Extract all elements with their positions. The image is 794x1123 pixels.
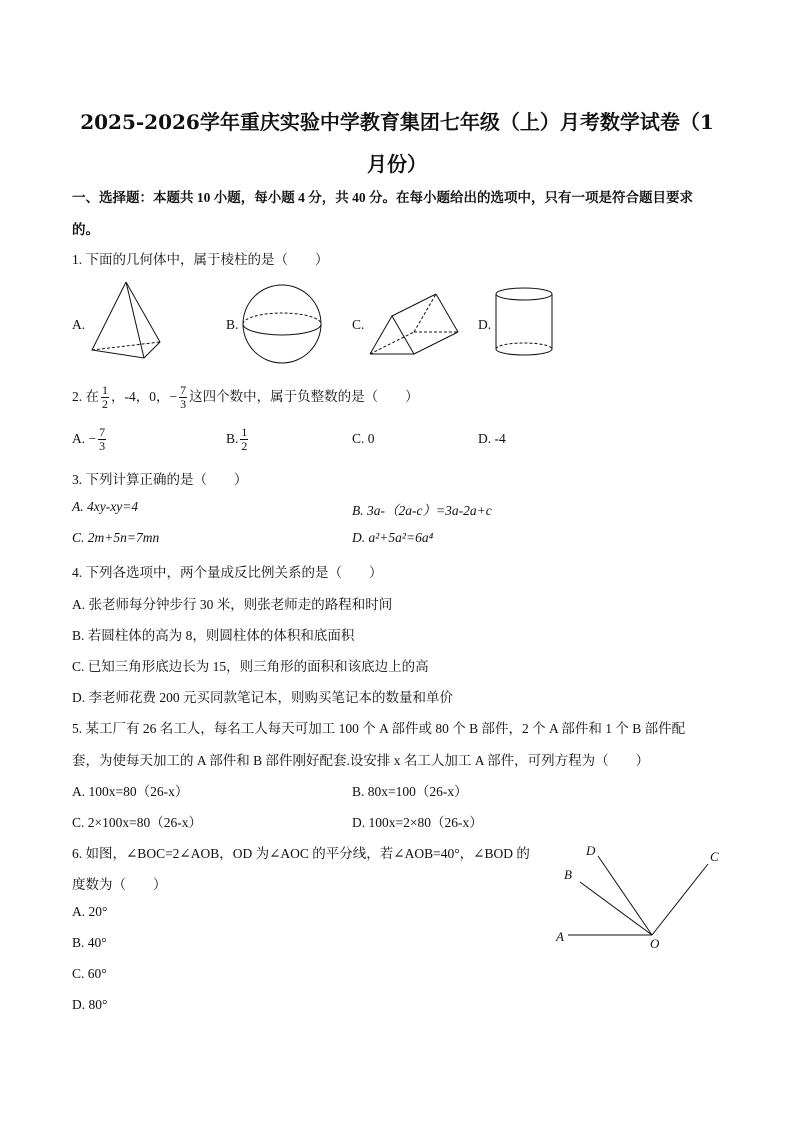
ray-oc (652, 864, 708, 935)
ray-od (598, 856, 652, 935)
q2-option-b-fraction (240, 426, 248, 453)
q6-option-d: D. 80° (72, 997, 108, 1012)
q2-option-c: C. 0 (352, 431, 375, 446)
q2-option-a (72, 424, 108, 454)
q2-mid: ，-4，0，− (111, 389, 178, 404)
q2-fraction-1-num: 1 (102, 383, 108, 398)
q2-option-a-num: 7 (99, 425, 106, 440)
q2-option-b-den: 2 (241, 439, 248, 454)
q5-option-d: D. 100x=2×80（26-x） (352, 815, 483, 830)
q2-fraction-2 (179, 384, 187, 411)
q2-option-a-label: A. − (72, 431, 97, 446)
q2-option-b-num: 1 (241, 425, 248, 440)
q3-option-c: C. 2m+5n=7mn (72, 530, 160, 545)
q1-option-c-label: C. (352, 317, 365, 332)
point-label-a: A (556, 929, 564, 944)
q2-option-d: D. -4 (478, 431, 506, 446)
q6-option-a: A. 20° (72, 904, 108, 919)
q4-stem: 4. 下列各选项中，两个量成反比例关系的是（ ） (72, 565, 383, 580)
triangular-prism-figure (366, 290, 466, 360)
q5-option-c: C. 2×100x=80（26-x） (72, 815, 202, 830)
cylinder-figure (492, 285, 556, 359)
q1-option-d-label: D. (478, 317, 492, 332)
exam-title-line2: 月份） (367, 152, 427, 176)
q5-stem-line1: 5. 某工厂有 26 名工人，每名工人每天可加工 100 个 A 部件或 80 个 B 部件，2 个 A 部件和 1 个 B 部件配 (72, 721, 686, 736)
q2-fraction-2-num: 7 (180, 383, 187, 398)
q1-option-b-label: B. (226, 317, 239, 332)
q2-option-a-fraction (98, 426, 106, 453)
q2-fraction-1-den: 2 (102, 397, 108, 412)
point-label-o: O (650, 936, 660, 951)
q2-fraction-2-den: 3 (180, 397, 187, 412)
q2-suffix: 这四个数中，属于负整数的是（ ） (189, 389, 419, 404)
q4-option-b: B. 若圆柱体的高为 8，则圆柱体的体积和底面积 (72, 628, 355, 643)
ray-ob (580, 882, 652, 935)
q6-stem-line1: 6. 如图，∠BOC=2∠AOB，OD 为∠AOC 的平分线，若∠AOB=40°，∠BOD 的 (72, 846, 530, 861)
q2-option-b-label: B. (226, 431, 239, 446)
q3-option-b: B. 3a-（2a-c）=3a-2a+c (352, 503, 492, 518)
point-label-d: D (586, 843, 596, 858)
angle-diagram (550, 840, 740, 955)
q2-prefix: 2. 在 (72, 389, 99, 404)
q1-stem: 1. 下面的几何体中，属于棱柱的是（ ） (72, 252, 329, 267)
q2-option-b (226, 424, 250, 454)
q1-option-a-label: A. (72, 317, 86, 332)
exam-title-line1: 2025-2026学年重庆实验中学教育集团七年级（上）月考数学试卷（1 (80, 110, 714, 134)
q2-option-a-den: 3 (99, 439, 106, 454)
q6-stem-line2: 度数为（ ） (72, 877, 167, 892)
q2-stem (72, 382, 419, 412)
q4-option-d: D. 李老师花费 200 元买同款笔记本，则购买笔记本的数量和单价 (72, 690, 453, 705)
q6-option-c: C. 60° (72, 966, 107, 981)
q6-option-b: B. 40° (72, 935, 107, 950)
q3-option-a: A. 4xy-xy=4 (72, 499, 139, 514)
sphere-figure (240, 282, 324, 366)
q3-option-d: D. a²+5a²=6a⁴ (352, 530, 434, 545)
pyramid-figure (86, 280, 166, 360)
point-label-c: C (710, 849, 719, 864)
q3-stem: 3. 下列计算正确的是（ ） (72, 472, 248, 487)
q4-option-a: A. 张老师每分钟步行 30 米，则张老师走的路程和时间 (72, 597, 393, 612)
q5-option-b: B. 80x=100（26-x） (352, 784, 468, 799)
q4-option-c: C. 已知三角形底边长为 15，则三角形的面积和该底边上的高 (72, 659, 429, 674)
q2-fraction-1 (101, 384, 109, 411)
q5-option-a: A. 100x=80（26-x） (72, 784, 189, 799)
q5-stem-line2: 套，为使每天加工的 A 部件和 B 部件刚好配套.设安排 x 名工人加工 A 部件，可列方程为（ ） (72, 753, 650, 768)
point-label-b: B (564, 867, 572, 882)
section-header-line2: 的。 (72, 222, 99, 237)
section-header-line1: 一、选择题：本题共 10 小题，每小题 4 分，共 40 分。在每小题给出的选项中，只有一项是符合题目要求 (72, 190, 693, 205)
